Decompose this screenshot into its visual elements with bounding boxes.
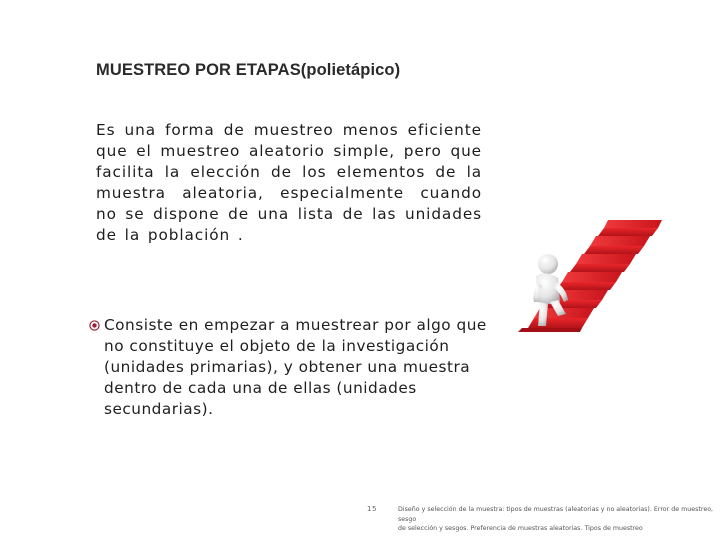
bullet-text: Consiste en empezar a muestrear por algo que no constituye el objeto de la investigación (unidades primarias), y obtener una muestra dentro de cada una de ellas (unidades secundarias). [104, 316, 487, 418]
footer-caption [398, 505, 714, 534]
stairs-illustration [512, 212, 672, 334]
footer-line-2: de selección y sesgos. Preferencia de muestras aleatorias. Tipos de muestreo [398, 525, 643, 532]
slide-title: MUESTREO POR ETAPAS(polietápico) [96, 61, 401, 79]
circled-dot-bullet-icon [89, 320, 100, 331]
footer-line-1: Diseño y selección de la muestra: tipos de muestras (aleatorias y no aleatorias). Error de muestreo, sesgo [398, 506, 714, 523]
page-number: 15 [367, 505, 377, 513]
intro-paragraph: Es una forma de muestreo menos eficiente que el muestreo aleatorio simple, pero que facilita la elección de los elementos de la muestra aleatoria, especialmente cuando no se dispone de una lista de las unidades de la población . [96, 121, 482, 244]
